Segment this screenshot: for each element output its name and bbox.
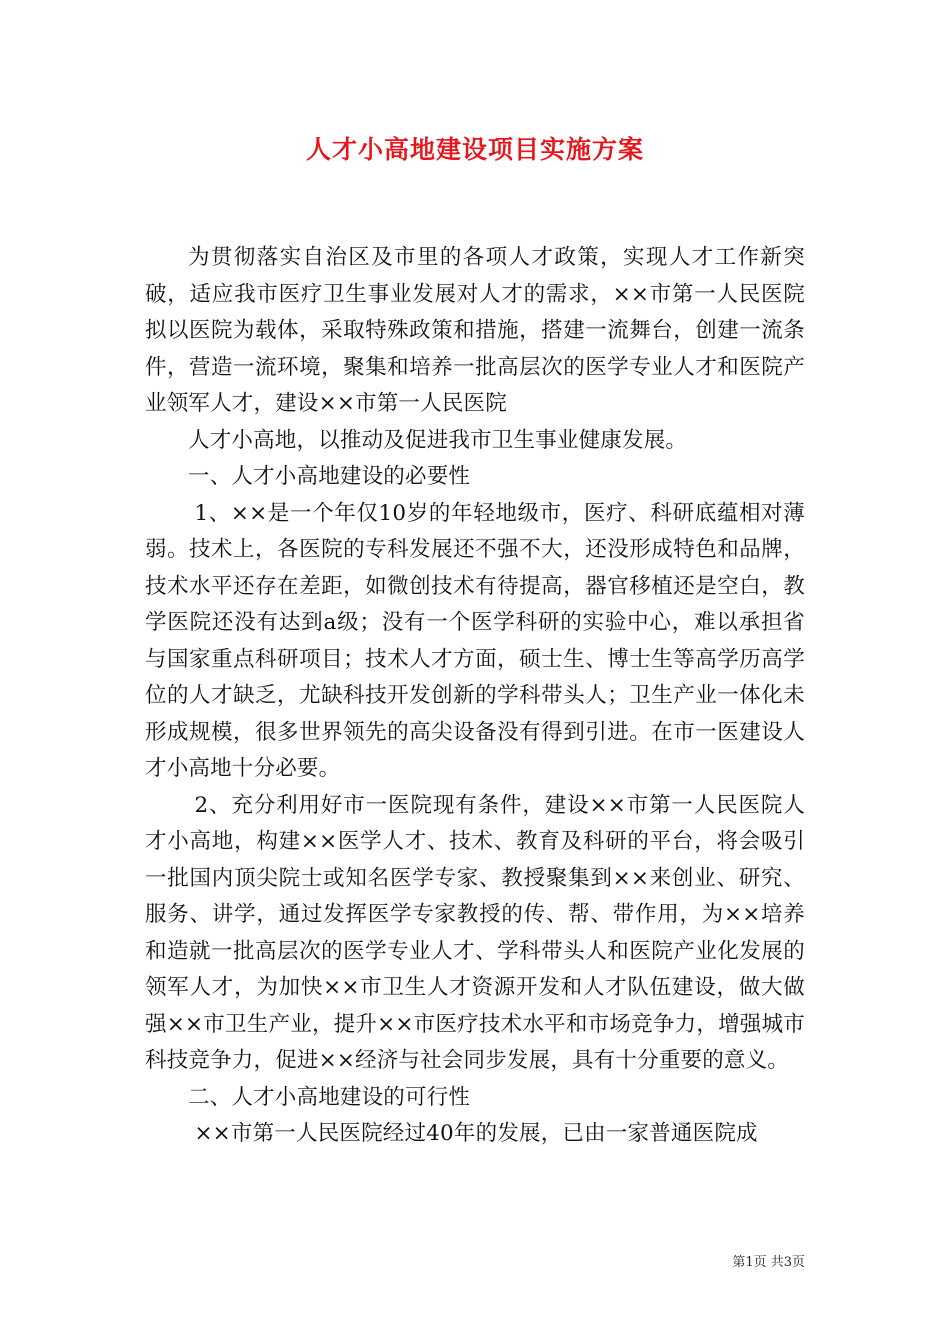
document-body [145,240,805,1153]
paragraph-intro-continued: 人才小高地，以推动及促进我市卫生事业健康发展。 [188,427,688,453]
paragraph-feasibility: ××市第一人民医院经过40年的发展，已由一家普通医院成 [194,1121,758,1146]
paragraph-point-2: 2、充分利用好市一医院现有条件，建设××市第一人民医院人才小高地，构建××医学人才、技术、教育及科研的平台，将会吸引一批国内顶尖院士或知名医学专家、教授聚集到××来创业、研究、服务、讲学，通过发挥医学专家教授的传、帮、带作用，为××培养和造就一批高层次的医学专业人才、学科带头人和医院产业化发展的领军人才，为加快××市卫生人才资源开发和人才队伍建设，做大做强××市卫生产业，提升××市医疗技术水平和市场竞争力，增强城市科技竞争力，促进××经济与社会同步发展，具有十分重要的意义。 [145,792,805,1073]
section-heading-feasibility: 二、人才小高地建设的可行性 [188,1084,471,1110]
page-number-footer: 第1页 共3页 [732,1255,805,1270]
paragraph-point-1: 1、××是一个年仅10岁的年轻地级市，医疗、科研底蕴相对薄弱。技术上，各医院的专科发展还不强不大，还没形成特色和品牌，技术水平还存在差距，如微创技术有待提高，器官移植还是空白，教学医院还没有达到a级；没有一个医学科研的实验中心，难以承担省与国家重点科研项目；技术人才方面，硕士生、博士生等高学历高学位的人才缺乏，尤缺科技开发创新的学科带头人；卫生产业一体化未形成规模，很多世界领先的高尖设备没有得到引进。在市一医建设人才小高地十分必要。 [145,500,805,781]
section-heading-necessity: 一、人才小高地建设的必要性 [188,464,471,489]
document-title: 人才小高地建设项目实施方案 [305,135,644,164]
paragraph-intro: 为贯彻落实自治区及市里的各项人才政策，实现人才工作新突破，适应我市医疗卫生事业发展对人才的需求，××市第一人民医院拟以医院为载体，采取特殊政策和措施，搭建一流舞台，创建一流条件，营造一流环境，聚集和培养一批高层次的医学专业人才和医院产业领军人才，建设××市第一人民医院 [145,245,805,416]
